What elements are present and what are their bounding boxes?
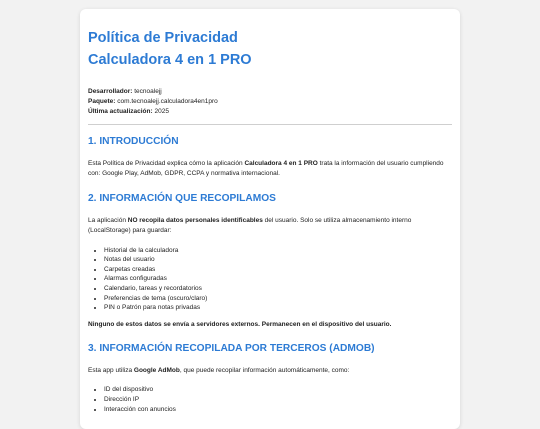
section3-text-pre: Esta app utiliza bbox=[88, 366, 134, 374]
section2-note: Ninguno de estos datos se envía a servidores externos. Permanecen en el dispositivo del usuario. bbox=[88, 320, 392, 328]
list-item: • Historial de la calculadora bbox=[104, 246, 452, 256]
meta-developer bbox=[88, 87, 452, 97]
list-item: • Alarmas configuradas bbox=[104, 274, 452, 284]
section3-list bbox=[88, 385, 452, 414]
section1-heading: 1. INTRODUCCIÓN bbox=[88, 136, 179, 148]
page-title-line2: Calculadora 4 en 1 PRO bbox=[88, 52, 252, 68]
section1-text-pre: Esta Política de Privacidad explica cómo la aplicación bbox=[88, 160, 245, 168]
meta-updated bbox=[88, 107, 452, 117]
section1-text bbox=[88, 159, 452, 179]
meta-developer-label: Desarrollador: bbox=[88, 88, 133, 95]
meta-updated-value: 2025 bbox=[154, 107, 169, 115]
section2-list bbox=[88, 246, 452, 313]
list-item: • Calendario, tareas y recordatorios bbox=[104, 284, 452, 294]
list-item: • PIN o Patrón para notas privadas bbox=[104, 303, 452, 313]
meta-developer-value: tecnoalejj bbox=[134, 88, 162, 95]
section1-text-post: trata la información del usuario cumpliendo con: Google Play, AdMob, GDPR, CCPA y normativa internacional. bbox=[88, 160, 444, 178]
section2-text-post: del usuario. Solo se utiliza almacenamiento interno (LocalStorage) para guardar: bbox=[88, 216, 412, 234]
section2-text-bold: NO recopila datos personales identificables bbox=[127, 216, 263, 224]
divider bbox=[88, 124, 452, 125]
section3-text bbox=[88, 366, 452, 376]
meta-package bbox=[88, 97, 452, 107]
list-item: • Preferencias de tema (oscuro/claro) bbox=[104, 294, 452, 304]
meta-package-label: Paquete: bbox=[88, 97, 116, 105]
list-item: • Carpetas creadas bbox=[104, 265, 452, 275]
section1-text-bold: Calculadora 4 en 1 PRO bbox=[244, 160, 318, 168]
page-title-line1: Política de Privacidad bbox=[88, 30, 238, 46]
section2-heading: 2. INFORMACIÓN QUE RECOPILAMOS bbox=[88, 192, 276, 204]
section2-text bbox=[88, 216, 452, 236]
meta-updated-label: Última actualización: bbox=[88, 107, 153, 115]
policy-card bbox=[80, 9, 460, 429]
list-item: • Notas del usuario bbox=[104, 255, 452, 265]
meta-block bbox=[88, 87, 452, 116]
section3-text-bold: Google AdMob bbox=[133, 366, 180, 374]
list-item: • ID del dispositivo bbox=[104, 385, 452, 395]
list-item: • Dirección IP bbox=[104, 395, 452, 405]
section3-text-post: , que puede recopilar información automáticamente, como: bbox=[179, 366, 350, 374]
section3-heading: 3. INFORMACIÓN RECOPILADA POR TERCEROS (ADMOB) bbox=[88, 342, 375, 354]
meta-package-value: com.tecnoalejj.calculadora4en1pro bbox=[117, 97, 218, 105]
section2-text-pre: La aplicación bbox=[88, 216, 128, 224]
list-item: • Interacción con anuncios bbox=[104, 405, 452, 415]
